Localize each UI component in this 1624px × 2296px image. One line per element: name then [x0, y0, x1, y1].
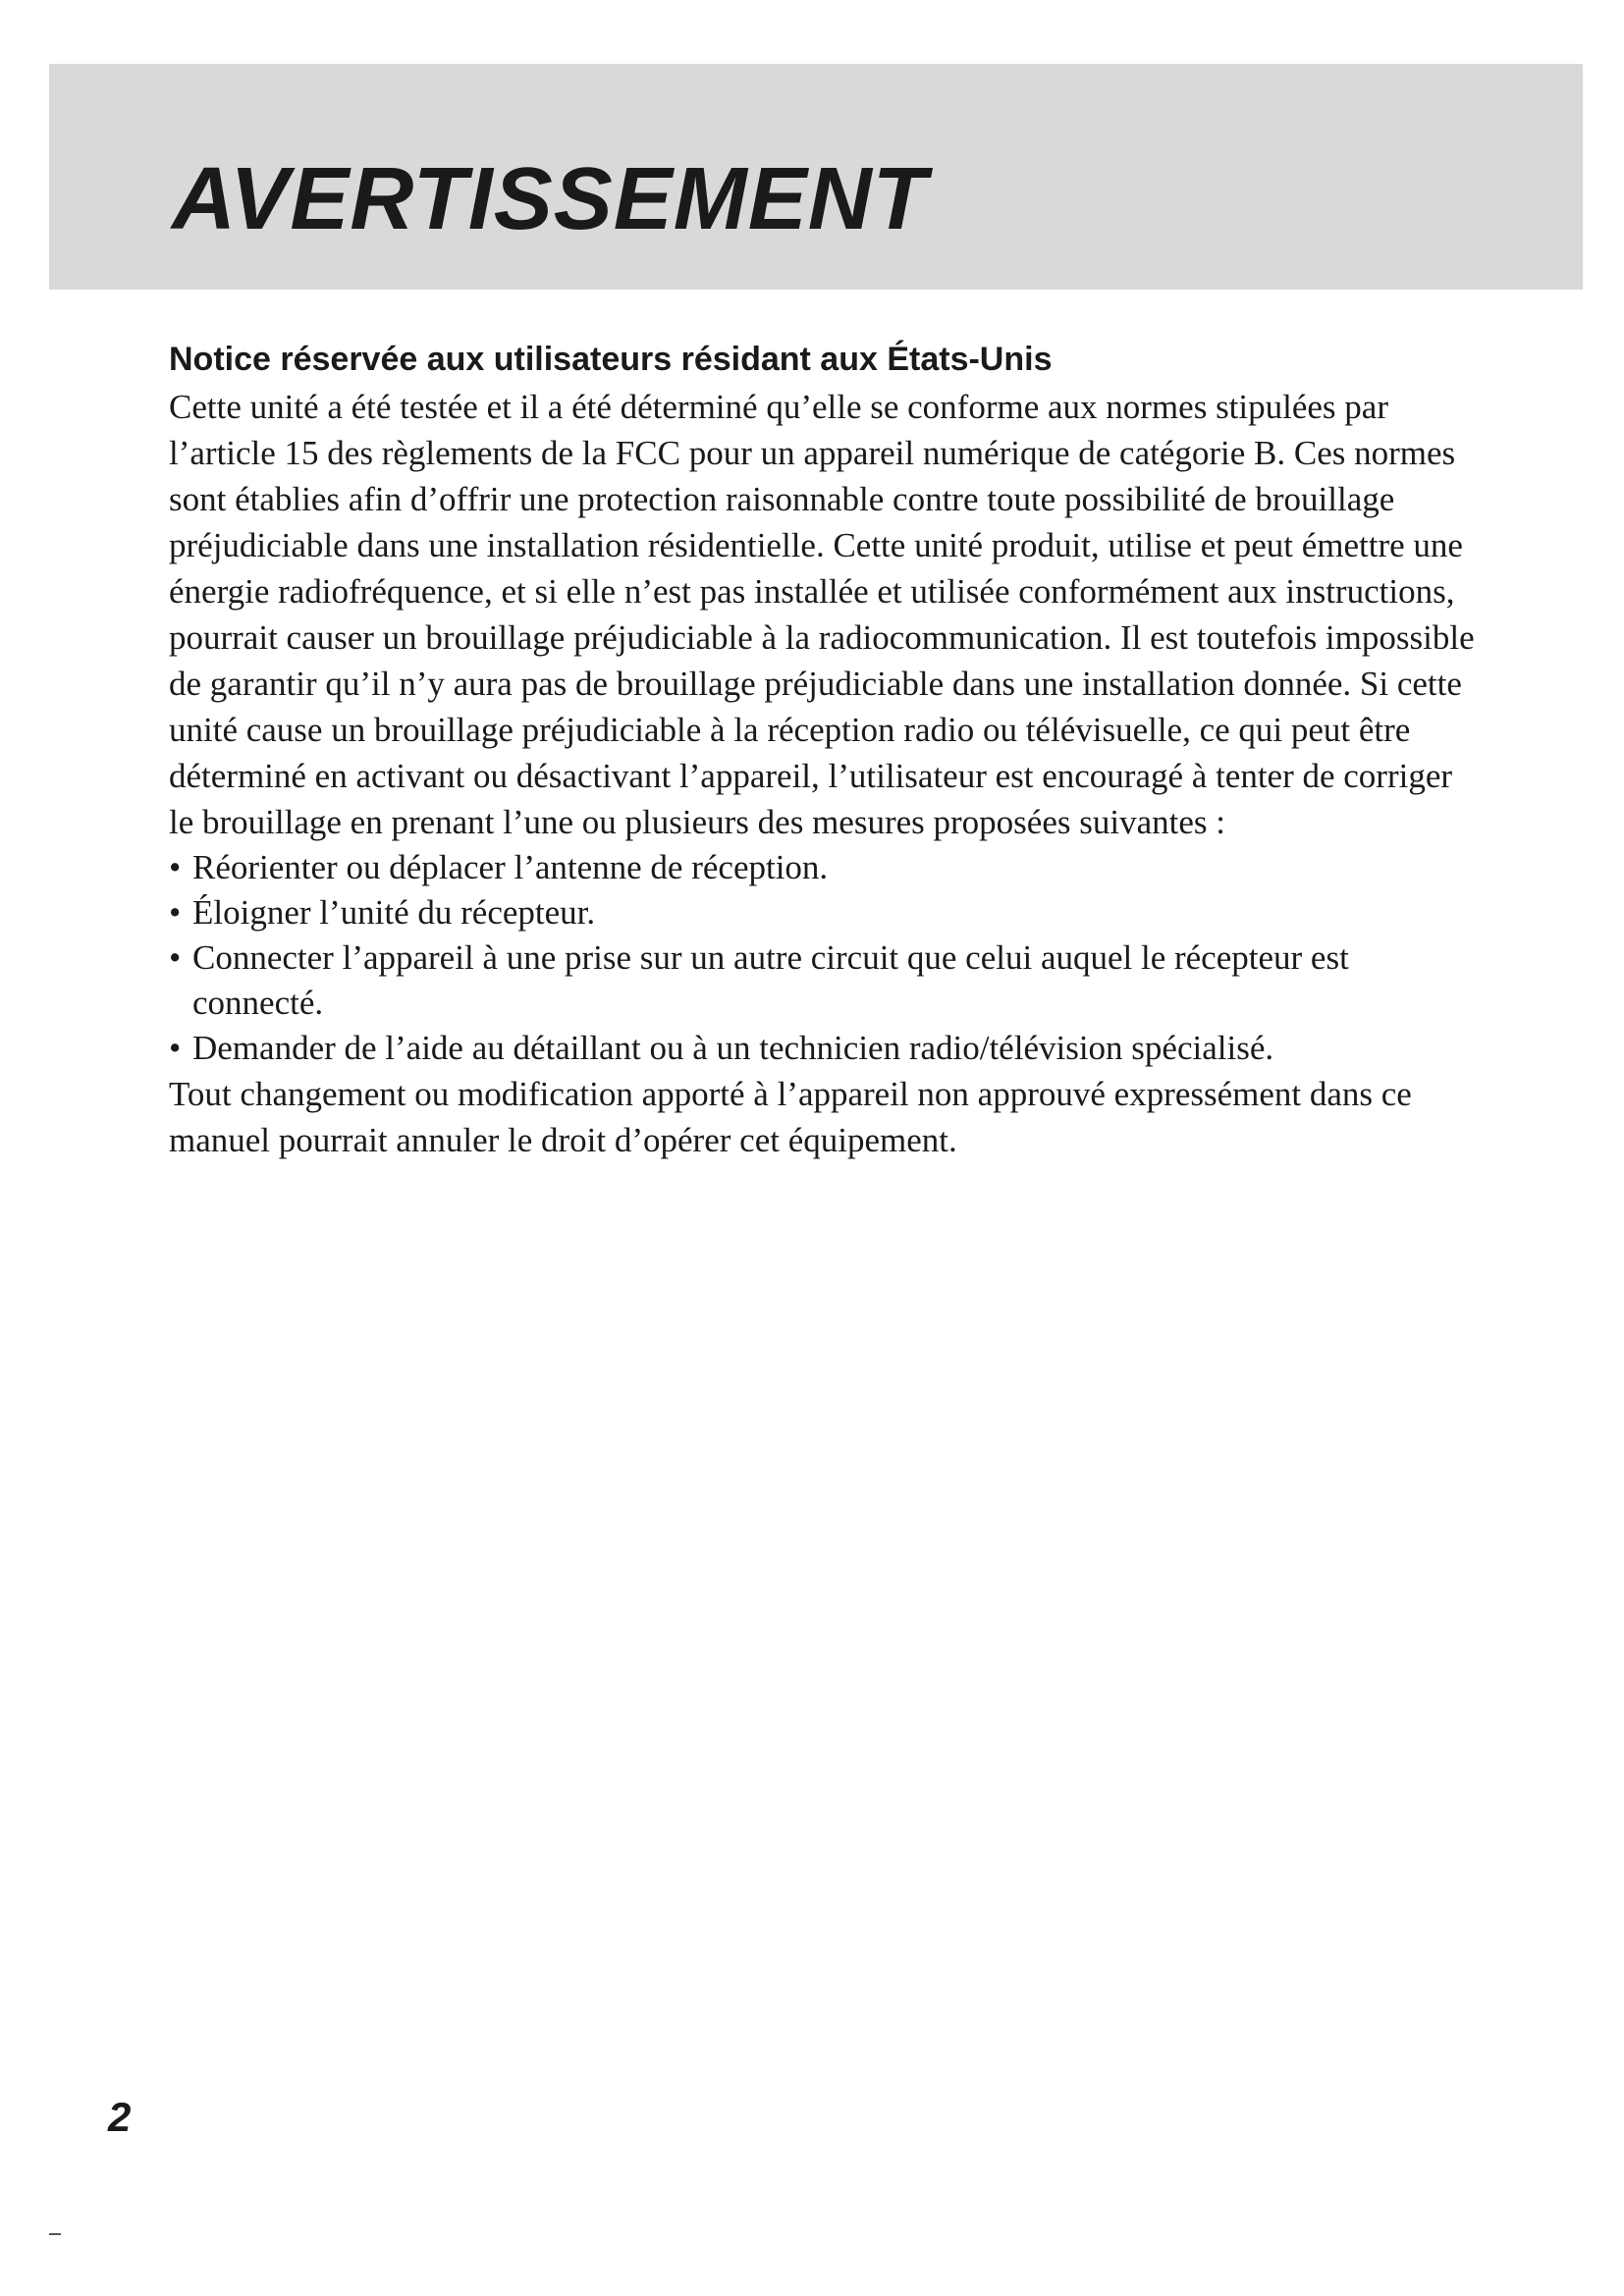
notice-section	[169, 339, 1475, 1163]
page-number: 2	[108, 2094, 132, 2140]
crop-mark	[49, 2233, 61, 2235]
closing-paragraph: Tout changement ou modification apporté à l’appareil non approuvé expressément dans ce manuel pourrait annuler le droit d’opérer cet équipement.	[169, 1075, 1412, 1159]
notice-paragraph: Cette unité a été testée et il a été déterminé qu’elle se conforme aux normes stipulées par l’article 15 des règlements de la FCC pour un appareil numérique de catégorie B. Ces normes sont établies afin d’offrir une protection raisonnable contre toute possibilité de brouillage préjudiciable dans une installation résidentielle. Cette unité produit, utilise et peut émettre une énergie radiofréquence, et si elle n’est pas installée et utilisée conformément aux instructions, pourrait causer un brouillage préjudiciable à la radiocommunication. Il est toutefois impossible de garantir qu’il n’y aura pas de brouillage préjudiciable dans une installation donnée. Si cette unité cause un brouillage préjudiciable à la réception radio ou télévisuelle, ce qui peut être déterminé en activant ou désactivant l’appareil, l’utilisateur est encouragé à tenter de corriger le brouillage en prenant l’une ou plusieurs des mesures proposées suivantes :	[169, 388, 1475, 841]
measure-item: • Éloigner l’unité du récepteur.	[169, 890, 1475, 935]
measure-item: • Demander de l’aide au détaillant ou à un technicien radio/télévision spécialisé.	[169, 1026, 1475, 1071]
measure-item: • Réorienter ou déplacer l’antenne de réception.	[169, 845, 1475, 890]
measures-list	[169, 845, 1475, 1071]
section-heading: Notice réservée aux utilisateurs résidant aux États-Unis	[169, 341, 1053, 378]
measure-item: • Connecter l’appareil à une prise sur un autre circuit que celui auquel le récepteur est connecté.	[169, 935, 1475, 1026]
page-title: AVERTISSEMENT	[172, 150, 928, 248]
